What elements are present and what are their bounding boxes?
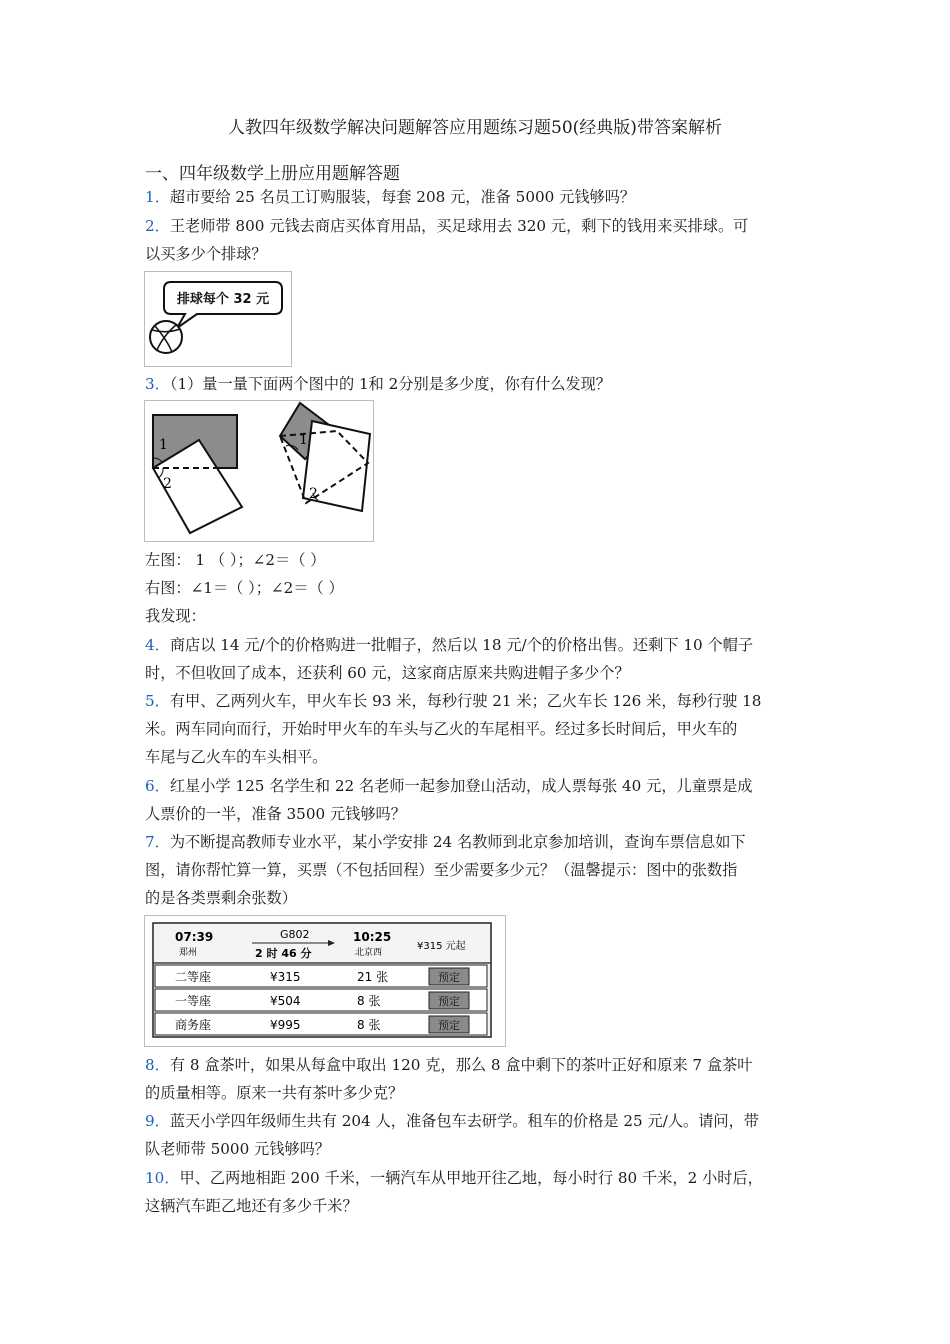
answer-discovery: 我发现： <box>145 607 206 625</box>
travel-duration: 2 时 46 分 <box>255 947 312 960</box>
train-number: G802 <box>280 928 310 941</box>
train-ticket-figure <box>144 915 506 1047</box>
reserve-button[interactable] <box>429 968 469 985</box>
angle-2-label: 2 <box>163 476 172 492</box>
problem-number: 2． <box>145 217 170 235</box>
problem-1-line-1 <box>145 187 635 207</box>
speech-bubble-text: 排球每个 32 元 <box>176 292 270 307</box>
problem-text: 甲、乙两地相距 200 千米，一辆汽车从甲地开往乙地，每小时行 80 千米，2 小时后， <box>179 1169 763 1187</box>
depart-time: 07:39 <box>175 930 214 944</box>
volleyball-figure <box>144 271 292 367</box>
document-title: 人教四年级数学解决问题解答应用题练习题50(经典版)带答案解析 <box>228 118 722 138</box>
problem-number: 7． <box>145 833 170 851</box>
left-angle-drawing <box>153 415 242 533</box>
seats-left: 21 张 <box>357 970 389 984</box>
problem-8-line-2: 的质量相等。原来一共有茶叶多少克？ <box>145 1084 404 1102</box>
reserve-button-label: 预定 <box>438 1019 460 1032</box>
angle-1-label: 1 <box>159 437 168 453</box>
seat-price: ¥315 <box>270 970 301 984</box>
problem-4-line-1 <box>145 635 753 655</box>
problem-7-line-2: 图，请你帮忙算一算，买票（不包括回程）至少需要多少元？（温馨提示：图中的张数指 <box>145 861 738 879</box>
problem-7-line-3: 的是各类票剩余张数） <box>145 889 297 907</box>
problem-8-line-1 <box>145 1055 752 1075</box>
problem-number: 5． <box>145 692 170 710</box>
answer-right-figure: 右图：∠1＝（ ）；∠2＝（ ） <box>145 579 344 597</box>
problem-number: 8． <box>145 1056 170 1074</box>
problem-text: 有 8 盒茶叶，如果从每盒中取出 120 克，那么 8 盒中剩下的茶叶正好和原来 7 盒茶叶 <box>169 1056 753 1074</box>
problem-number: 3． <box>145 375 170 393</box>
problem-9-line-2: 队老师带 5000 元钱够吗？ <box>145 1140 330 1158</box>
problem-text: 红星小学 125 名学生和 22 名老师一起参加登山活动，成人票每张 40 元，儿童票是成 <box>169 777 753 795</box>
problem-text: 超市要给 25 名员工订购服装，每套 208 元，准备 5000 元钱够吗？ <box>169 188 636 206</box>
reserve-button-label: 预定 <box>438 971 460 984</box>
problem-5-line-1 <box>145 691 761 711</box>
problem-6-line-2: 人票价的一半，准备 3500 元钱够吗？ <box>145 805 406 823</box>
seat-price: ¥504 <box>270 994 301 1008</box>
problem-number: 1． <box>145 188 170 206</box>
problem-text: （1）量一量下面两个图中的 1和 2分别是多少度，你有什么发现？ <box>169 375 611 393</box>
reserve-button[interactable] <box>429 992 469 1009</box>
price-from: ¥315 元起 <box>417 941 466 952</box>
angle-2-label: 2 <box>309 486 318 502</box>
problem-6-line-1 <box>145 776 752 796</box>
problem-7-line-1 <box>145 832 746 852</box>
problem-text: 为不断提高教师专业水平，某小学安排 24 名教师到北京参加培训，查询车票信息如下 <box>169 833 746 851</box>
problem-text: 王老师带 800 元钱去商店买体育用品，买足球用去 320 元，剩下的钱用来买排球。可 <box>169 217 749 235</box>
volleyball-icon <box>150 321 182 353</box>
volleyball-illustration <box>145 272 291 366</box>
problem-9-line-1 <box>145 1111 759 1131</box>
arrive-time: 10:25 <box>353 930 392 944</box>
problem-text: 商店以 14 元/个的价格购进一批帽子，然后以 18 元/个的价格出售。还剩下 10 个帽子 <box>169 636 754 654</box>
right-angle-drawing <box>280 403 370 511</box>
problem-2-line-2: 以买多少个排球？ <box>145 245 267 263</box>
angle-1-label: 1 <box>299 432 308 448</box>
arrive-station: 北京西 <box>355 948 383 958</box>
problem-5-line-3: 车尾与乙火车的车头相平。 <box>145 748 328 766</box>
seat-class: 一等座 <box>175 994 212 1008</box>
problem-3-line-1 <box>145 374 611 394</box>
seat-price: ¥995 <box>270 1018 301 1032</box>
problem-5-line-2: 米。两车同向而行，开始时甲火车的车头与乙火的车尾相平。经过多长时间后，甲火车的 <box>145 720 738 738</box>
problem-number: 4． <box>145 636 170 654</box>
seats-left: 8 张 <box>357 1018 381 1032</box>
answer-left-figure: 左图： 1 （ ）；∠2＝（ ） <box>145 551 326 569</box>
angle-figure <box>144 400 374 542</box>
problem-number: 6． <box>145 777 170 795</box>
problem-10-line-1 <box>145 1168 763 1188</box>
seat-class: 商务座 <box>175 1018 212 1032</box>
section-heading: 一、四年级数学上册应用题解答题 <box>145 164 400 184</box>
problem-10-line-2: 这辆汽车距乙地还有多少千米？ <box>145 1197 358 1215</box>
reserve-button-label: 预定 <box>438 995 460 1008</box>
seat-class: 二等座 <box>175 970 212 984</box>
reserve-button[interactable] <box>429 1016 469 1033</box>
problem-text: 有甲、乙两列火车，甲火车长 93 米，每秒行驶 21 米；乙火车长 126 米，每秒行驶 18 <box>169 692 762 710</box>
problem-number: 10． <box>145 1169 180 1187</box>
problem-number: 9． <box>145 1112 170 1130</box>
seats-left: 8 张 <box>357 994 381 1008</box>
angle-diagram <box>145 401 373 541</box>
depart-station: 郑州 <box>179 948 198 958</box>
ticket-table <box>145 916 505 1046</box>
problem-4-line-2: 时，不但收回了成本，还获利 60 元，这家商店原来共购进帽子多少个？ <box>145 664 630 682</box>
problem-2-line-1 <box>145 216 748 236</box>
problem-text: 蓝天小学四年级师生共有 204 人，准备包车去研学。租车的价格是 25 元/人。请问，带 <box>169 1112 759 1130</box>
